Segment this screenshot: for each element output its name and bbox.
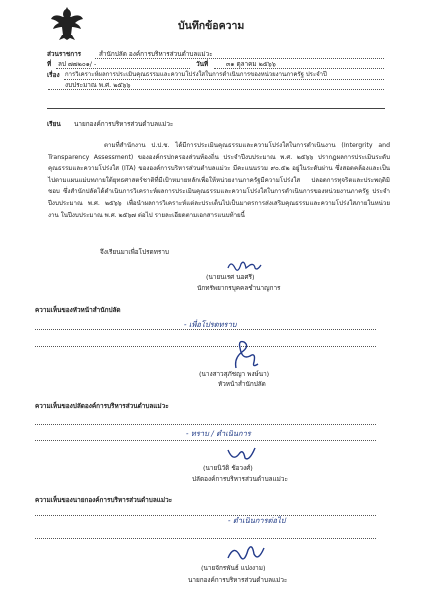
body-paragraph: ตามที่สำนักงาน ป.ป.ช. ได้มีการประเมินคุณธรรมและความโปร่งใสในการดำเนินงาน (Intergrity and Transparency Assessment) ขององค์กรปกครองส่วนท้องถิ่น ประจำปีงบประมาณ พ.ศ. ๒๕๖๖ ปรากฏผลการประเมินระดับคุณธรรมและความโปร่งใส (ITA) ขององค์การบริหารส่วนตำบลแม่วะ มีคะแนนรวม ๙๐.๕๒ อยู่ในระดับผ่าน ซึ่งสอดคล้องและเป็นไปตามแผนแม่บทภายใต้ยุทธศาสตร์ชาติที่มีเป้าหมายหลักเพื่อให้หน่วยงานภาครัฐมีความโปร่งใส ปลอดการทุจริตและประพฤติมิชอบ ซึ่งสำนักปลัดได้ดำเนินการวิเคราะห์ผลการประเมินคุณธรรมและความโปร่งใสในการดำเนินการของหน่วยงานภาครัฐ ประจำปีงบประมาณ พ.ศ. ๒๕๖๖ เพื่อนำผลการวิเคราะห์แต่ละประเด็นไปเป็นมาตรการส่งเสริมคุณธรรมและความโปร่งใสภายในหน่วยงาน ในปีงบประมาณ พ.ศ. ๒๕๖๗ ต่อไป รายละเอียดตามเอกสารแนบท้ายนี้	[48, 142, 390, 219]
opinion-3-label: ความเห็นของนายกองค์การบริหารส่วนตำบลแม่วะ	[35, 496, 173, 504]
opinion-2-line-1	[35, 424, 376, 425]
subject-line-2: งบประมาณ พ.ศ. ๒๕๖๖	[65, 81, 131, 89]
opinion-2-label: ความเห็นของปลัดองค์การบริหารส่วนตำบลแม่วะ	[35, 402, 169, 410]
signer-2-name: (นางสาวสุภัชญา พงษ์นา)	[199, 370, 270, 378]
signer-4-name: (นายจักรพันธ์ แปงงาม)	[201, 564, 266, 572]
opinion-2-handwritten: - ทราบ / ดำเนินการ	[186, 429, 251, 438]
garuda-emblem-icon	[50, 5, 84, 41]
date-label: วันที่	[196, 60, 209, 68]
subject-label: เรื่อง	[47, 71, 60, 79]
memo-title: บันทึกข้อความ	[178, 20, 245, 32]
opinion-3-handwritten: - ดำเนินการต่อไป	[228, 516, 286, 525]
signature-4	[224, 540, 268, 566]
signer-3-name: (นายนิวัติ ช้อวงศ์)	[203, 464, 253, 472]
ref-label: ที่	[47, 60, 52, 68]
to-label: เรียน	[47, 120, 61, 128]
closing-text: จึงเรียนมาเพื่อโปรดทราบ	[100, 248, 169, 256]
opinion-1-line-2	[35, 346, 376, 347]
opinion-2-line-2	[35, 440, 376, 441]
agency-value: สำนักปลัด องค์การบริหารส่วนตำบลแม่วะ	[99, 50, 213, 58]
signature-2	[224, 338, 266, 370]
date-dots	[214, 68, 384, 69]
opinion-3-line-1	[35, 515, 376, 516]
ref-dots	[56, 68, 190, 69]
subject-line-1: การวิเคราะห์ผลการประเมินคุณธรรมและความโปร่งใสในการดำเนินการของหน่วยงานภาครัฐ ประจำปี	[65, 71, 327, 78]
signer-4-position: นายกองค์การบริหารส่วนตำบลแม่วะ	[188, 576, 288, 584]
to-value: นายกองค์การบริหารส่วนตำบลแม่วะ	[74, 120, 174, 128]
signature-3	[225, 444, 259, 464]
subject-dots-1	[64, 79, 384, 80]
header-divider	[47, 108, 385, 109]
agency-label: ส่วนราชการ	[47, 50, 82, 58]
signer-3-position: ปลัดองค์การบริหารส่วนตำบลแม่วะ	[192, 475, 288, 483]
ref-value: ลป ๗๗๒๐๑/ -	[58, 60, 97, 68]
agency-dots	[95, 58, 384, 59]
date-value: ๓๑ ตุลาคม ๒๕๖๖	[226, 60, 276, 68]
opinion-3-line-2	[35, 538, 376, 539]
opinion-1-label: ความเห็นของหัวหน้าสำนักปลัด	[35, 306, 121, 314]
signer-2-position: หัวหน้าสำนักปลัด	[218, 380, 266, 388]
signer-1-position: นักทรัพยากรบุคคลชำนาญการ	[197, 284, 281, 292]
opinion-1-handwritten: - เพื่อโปรดทราบ	[184, 320, 237, 329]
signer-1-name: (นายนเรศ นอศรี)	[206, 273, 255, 281]
subject-dots-2	[48, 89, 384, 90]
